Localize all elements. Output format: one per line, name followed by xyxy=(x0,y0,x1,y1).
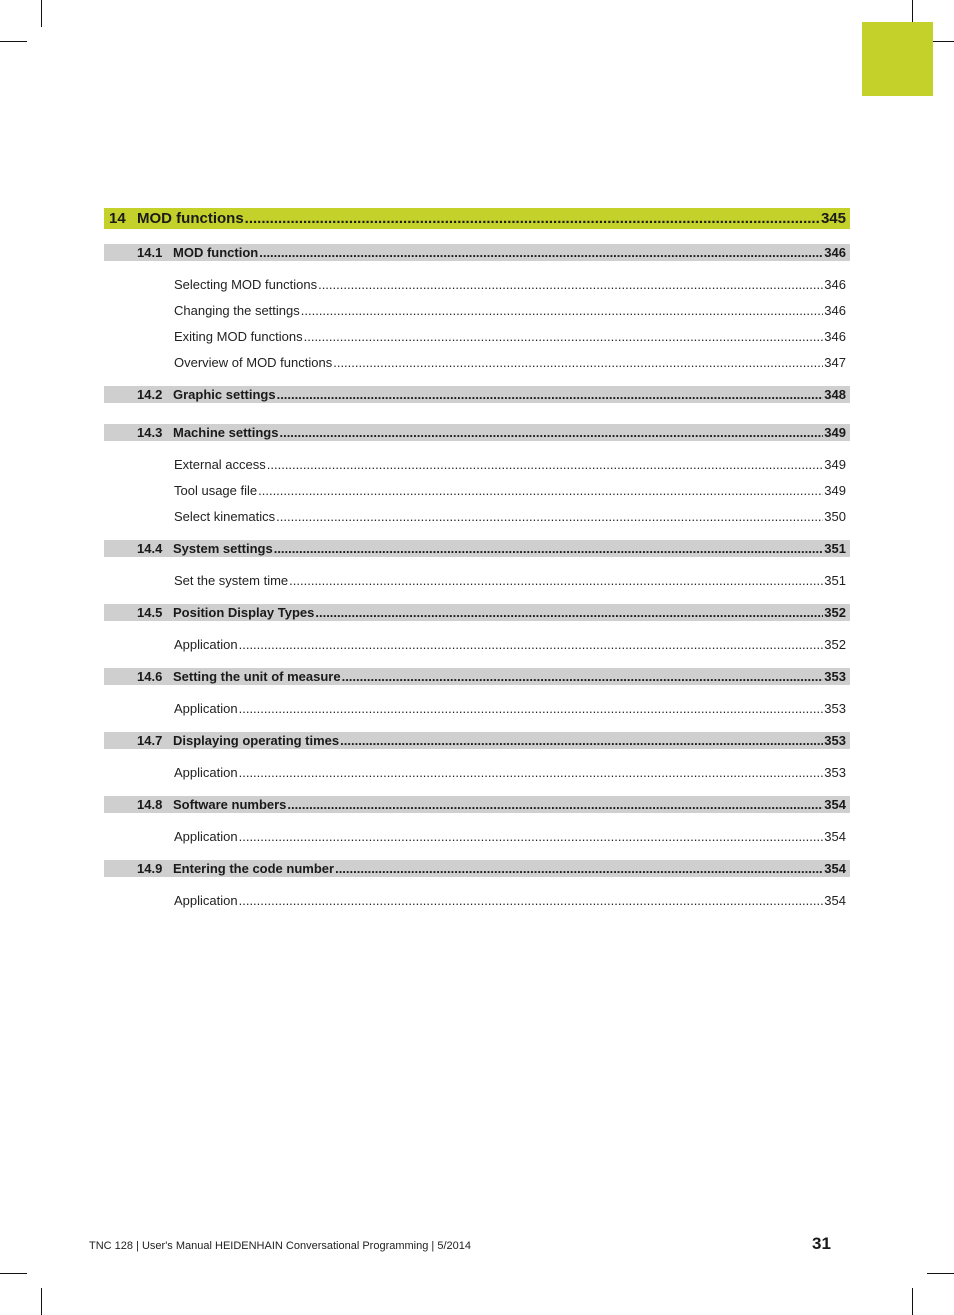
section-title: 14.2 Graphic settings xyxy=(137,387,276,402)
footer-text: TNC 128 | User's Manual HEIDENHAIN Conversational Programming | 5/2014 xyxy=(89,1240,471,1252)
item-page: 347 xyxy=(824,355,846,370)
toc-sections xyxy=(104,244,850,924)
item-page: 346 xyxy=(824,329,846,344)
item-page: 349 xyxy=(824,483,846,498)
crop-mark xyxy=(912,1288,913,1315)
leader-dots xyxy=(304,324,824,350)
item-title: Exiting MOD functions xyxy=(174,329,303,344)
section-title: 14.3 Machine settings xyxy=(137,425,279,440)
leader-dots xyxy=(318,272,823,298)
item-page: 350 xyxy=(824,509,846,524)
crop-mark xyxy=(0,1273,27,1274)
item-title: Set the system time xyxy=(174,573,289,588)
item-title: Tool usage file xyxy=(174,483,258,498)
section-page: 348 xyxy=(824,387,846,402)
leader-dots xyxy=(259,244,823,261)
toc-item-entry[interactable] xyxy=(104,696,850,722)
item-page: 352 xyxy=(824,637,846,652)
toc-item-entry[interactable] xyxy=(104,452,850,478)
section-page: 351 xyxy=(824,541,846,556)
item-title: Changing the settings xyxy=(174,303,300,318)
leader-dots xyxy=(335,860,823,877)
leader-dots xyxy=(239,632,824,658)
item-title: Application xyxy=(174,893,238,908)
section-title: 14.9 Entering the code number xyxy=(137,861,335,876)
toc-section-entry[interactable] xyxy=(104,540,850,557)
item-title: Application xyxy=(174,765,238,780)
toc-section-entry[interactable] xyxy=(104,604,850,621)
crop-mark xyxy=(41,0,42,27)
section-title: 14.4 System settings xyxy=(137,541,273,556)
leader-dots xyxy=(333,350,823,376)
section-title: 14.5 Position Display Types xyxy=(137,605,315,620)
item-title: Application xyxy=(174,701,238,716)
item-title: Application xyxy=(174,637,238,652)
toc-item-entry[interactable] xyxy=(104,888,850,914)
toc-chapter-entry[interactable] xyxy=(104,208,850,229)
toc-item-entry[interactable] xyxy=(104,478,850,504)
leader-dots xyxy=(239,760,824,786)
crop-mark xyxy=(41,1288,42,1315)
leader-dots xyxy=(277,386,824,403)
section-page: 349 xyxy=(824,425,846,440)
leader-dots xyxy=(239,696,824,722)
leader-dots xyxy=(274,540,824,557)
leader-dots xyxy=(301,298,824,324)
page-number: 31 xyxy=(812,1234,831,1253)
item-page: 346 xyxy=(824,303,846,318)
toc-section-entry[interactable] xyxy=(104,860,850,877)
toc-item-entry[interactable] xyxy=(104,272,850,298)
crop-mark xyxy=(927,1273,954,1274)
toc-section-entry[interactable] xyxy=(104,386,850,403)
leader-dots xyxy=(245,208,820,229)
section-title: 14.6 Setting the unit of measure xyxy=(137,669,341,684)
toc-item-entry[interactable] xyxy=(104,350,850,376)
section-page: 354 xyxy=(824,797,846,812)
item-page: 349 xyxy=(824,457,846,472)
item-page: 346 xyxy=(824,277,846,292)
toc-item-entry[interactable] xyxy=(104,324,850,350)
leader-dots xyxy=(239,824,824,850)
chapter-page: 345 xyxy=(820,210,846,227)
toc-section-entry[interactable] xyxy=(104,668,850,685)
leader-dots xyxy=(315,604,823,621)
toc-section-entry[interactable] xyxy=(104,796,850,813)
table-of-contents xyxy=(104,208,850,924)
chapter-tab-marker xyxy=(862,22,933,96)
item-page: 354 xyxy=(824,893,846,908)
item-page: 353 xyxy=(824,765,846,780)
item-title: External access xyxy=(174,457,266,472)
leader-dots xyxy=(289,568,823,594)
leader-dots xyxy=(239,888,824,914)
toc-item-entry[interactable] xyxy=(104,568,850,594)
toc-section-entry[interactable] xyxy=(104,244,850,261)
section-page: 353 xyxy=(824,669,846,684)
section-title: 14.7 Displaying operating times xyxy=(137,733,340,748)
section-page: 354 xyxy=(824,861,846,876)
item-title: Overview of MOD functions xyxy=(174,355,333,370)
leader-dots xyxy=(340,732,823,749)
leader-dots xyxy=(342,668,824,685)
toc-section-entry[interactable] xyxy=(104,424,850,441)
toc-item-entry[interactable] xyxy=(104,824,850,850)
leader-dots xyxy=(258,478,823,504)
item-title: Selecting MOD functions xyxy=(174,277,318,292)
toc-section-entry[interactable] xyxy=(104,732,850,749)
section-page: 353 xyxy=(824,733,846,748)
leader-dots xyxy=(279,424,823,441)
item-title: Select kinematics xyxy=(174,509,276,524)
toc-item-entry[interactable] xyxy=(104,632,850,658)
item-page: 353 xyxy=(824,701,846,716)
leader-dots xyxy=(287,796,823,813)
toc-item-entry[interactable] xyxy=(104,504,850,530)
section-page: 352 xyxy=(824,605,846,620)
chapter-title: 14 MOD functions xyxy=(109,210,244,227)
toc-item-entry[interactable] xyxy=(104,760,850,786)
section-title: 14.1 MOD function xyxy=(137,245,259,260)
item-page: 354 xyxy=(824,829,846,844)
toc-item-entry[interactable] xyxy=(104,298,850,324)
item-title: Application xyxy=(174,829,238,844)
leader-dots xyxy=(267,452,824,478)
section-title: 14.8 Software numbers xyxy=(137,797,287,812)
item-page: 351 xyxy=(824,573,846,588)
crop-mark xyxy=(0,41,27,42)
section-page: 346 xyxy=(824,245,846,260)
leader-dots xyxy=(276,504,823,530)
